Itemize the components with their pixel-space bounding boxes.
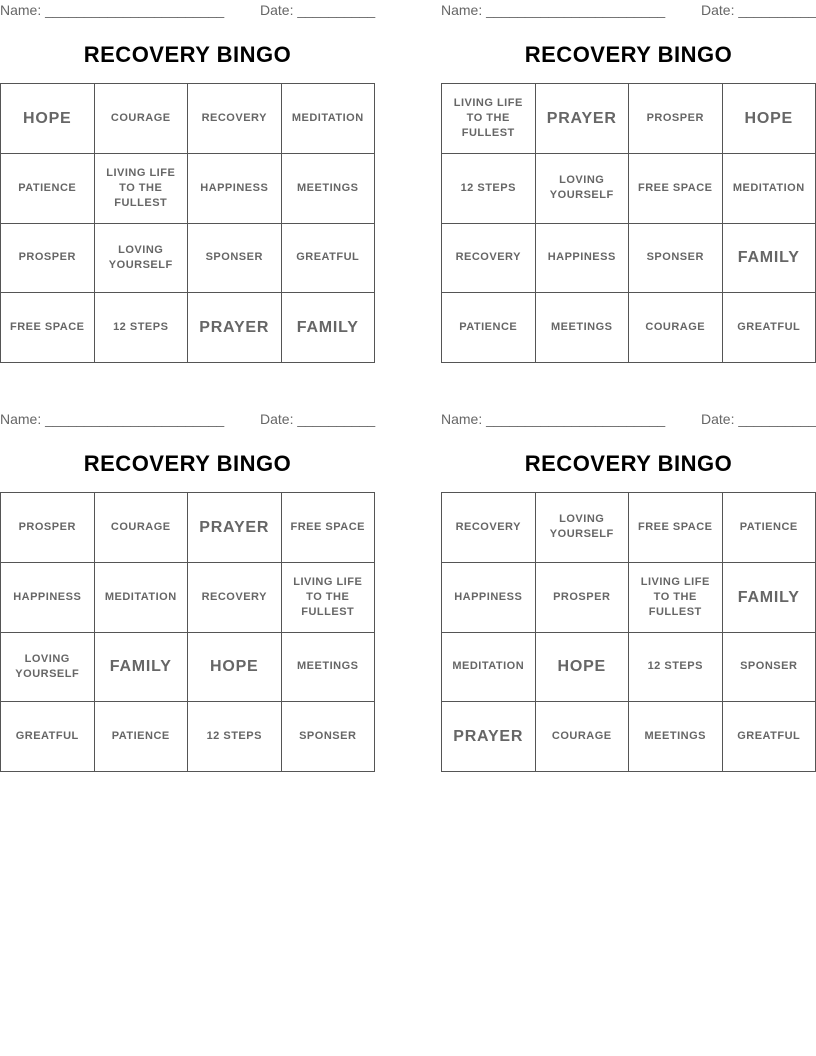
bingo-cell[interactable]: COURAGE <box>629 293 723 363</box>
bingo-cell[interactable]: HOPE <box>1 84 95 154</box>
bingo-cell[interactable]: HAPPINESS <box>535 223 629 293</box>
bingo-cell[interactable]: RECOVERY <box>188 562 282 632</box>
bingo-cell[interactable]: HAPPINESS <box>442 562 536 632</box>
grid-row <box>1 293 375 363</box>
bingo-cell[interactable]: FAMILY <box>722 562 816 632</box>
date-field-label[interactable]: Date: __________ <box>701 2 816 18</box>
bingo-cell[interactable]: FAMILY <box>94 632 188 702</box>
grid-row <box>442 632 816 702</box>
bingo-cell[interactable]: LOVING YOURSELF <box>535 153 629 223</box>
bingo-grid <box>441 83 816 363</box>
bingo-cell[interactable]: MEETINGS <box>281 632 375 702</box>
bingo-cell[interactable]: SPONSER <box>722 632 816 702</box>
bingo-cell[interactable]: RECOVERY <box>442 493 536 563</box>
bingo-cell[interactable]: HOPE <box>188 632 282 702</box>
grid-row <box>1 632 375 702</box>
bingo-cell[interactable]: 12 STEPS <box>442 153 536 223</box>
grid-row <box>1 223 375 293</box>
bingo-cell[interactable]: MEDITATION <box>94 562 188 632</box>
bingo-cell[interactable]: GREATFUL <box>722 293 816 363</box>
grid-row <box>442 84 816 154</box>
date-field-label[interactable]: Date: __________ <box>260 411 376 427</box>
bingo-cell[interactable]: MEETINGS <box>281 153 375 223</box>
bingo-cell[interactable]: LIVING LIFE TO THE FULLEST <box>94 153 188 223</box>
bingo-cell[interactable]: PROSPER <box>1 493 95 563</box>
bingo-cell[interactable]: HAPPINESS <box>188 153 282 223</box>
bingo-cell[interactable]: FREE SPACE <box>281 493 375 563</box>
grid-row <box>442 223 816 293</box>
card-title: RECOVERY BINGO <box>524 451 733 476</box>
bingo-cell[interactable]: PATIENCE <box>442 293 536 363</box>
bingo-cell[interactable]: MEETINGS <box>535 293 629 363</box>
bingo-cell[interactable]: COURAGE <box>94 493 188 563</box>
card-title: RECOVERY BINGO <box>83 42 292 67</box>
bingo-grid <box>441 492 816 772</box>
bingo-cell[interactable]: PATIENCE <box>722 493 816 563</box>
date-field-label[interactable]: Date: __________ <box>260 2 376 18</box>
bingo-cell[interactable]: RECOVERY <box>188 84 282 154</box>
bingo-cell[interactable]: SPONSER <box>629 223 723 293</box>
bingo-cell[interactable]: FREE SPACE <box>629 153 723 223</box>
bingo-cell[interactable]: PROSPER <box>535 562 629 632</box>
name-field-label[interactable]: Name: _______________________ <box>441 2 666 18</box>
bingo-cell[interactable]: FAMILY <box>722 223 816 293</box>
grid-row <box>442 293 816 363</box>
bingo-cell[interactable]: RECOVERY <box>442 223 536 293</box>
bingo-cell[interactable]: PRAYER <box>188 293 282 363</box>
bingo-cell[interactable]: SPONSER <box>188 223 282 293</box>
card-title: RECOVERY BINGO <box>83 451 292 476</box>
grid-row <box>442 493 816 563</box>
bingo-cell[interactable]: PATIENCE <box>1 153 95 223</box>
bingo-cell[interactable]: MEETINGS <box>629 702 723 772</box>
bingo-cell[interactable]: HOPE <box>535 632 629 702</box>
bingo-cell[interactable]: SPONSER <box>281 702 375 772</box>
grid-row <box>1 562 375 632</box>
name-field-label[interactable]: Name: _______________________ <box>0 411 225 427</box>
bingo-cell[interactable]: PRAYER <box>188 493 282 563</box>
bingo-cell[interactable]: LIVING LIFE TO THE FULLEST <box>442 84 536 154</box>
bingo-cell[interactable]: GREATFUL <box>1 702 95 772</box>
bingo-cell[interactable]: 12 STEPS <box>629 632 723 702</box>
grid-row <box>442 153 816 223</box>
date-field-label[interactable]: Date: __________ <box>701 411 816 427</box>
name-field-label[interactable]: Name: _______________________ <box>0 2 225 18</box>
bingo-cell[interactable]: LIVING LIFE TO THE FULLEST <box>629 562 723 632</box>
bingo-cell[interactable]: MEDITATION <box>442 632 536 702</box>
bingo-cell[interactable]: PRAYER <box>535 84 629 154</box>
grid-row <box>1 84 375 154</box>
bingo-cell[interactable]: GREATFUL <box>722 702 816 772</box>
grid-row <box>1 702 375 772</box>
bingo-cell[interactable]: FREE SPACE <box>629 493 723 563</box>
bingo-cell[interactable]: GREATFUL <box>281 223 375 293</box>
bingo-cell[interactable]: LIVING LIFE TO THE FULLEST <box>281 562 375 632</box>
bingo-cell[interactable]: COURAGE <box>94 84 188 154</box>
bingo-cell[interactable]: PROSPER <box>1 223 95 293</box>
grid-row <box>1 153 375 223</box>
bingo-cell[interactable]: PROSPER <box>629 84 723 154</box>
bingo-cell[interactable]: 12 STEPS <box>94 293 188 363</box>
bingo-cell[interactable]: 12 STEPS <box>188 702 282 772</box>
grid-row <box>442 562 816 632</box>
bingo-cell[interactable]: MEDITATION <box>281 84 375 154</box>
grid-row <box>1 493 375 563</box>
bingo-cell[interactable]: COURAGE <box>535 702 629 772</box>
bingo-cell[interactable]: FREE SPACE <box>1 293 95 363</box>
card-title: RECOVERY BINGO <box>524 42 733 67</box>
name-field-label[interactable]: Name: _______________________ <box>441 411 666 427</box>
bingo-cell[interactable]: HAPPINESS <box>1 562 95 632</box>
bingo-cell[interactable]: HOPE <box>722 84 816 154</box>
bingo-grid <box>0 492 375 772</box>
bingo-cell[interactable]: FAMILY <box>281 293 375 363</box>
bingo-cell[interactable]: PATIENCE <box>94 702 188 772</box>
bingo-grid <box>0 83 375 363</box>
bingo-cell[interactable]: LOVING YOURSELF <box>94 223 188 293</box>
grid-row <box>442 702 816 772</box>
bingo-cell[interactable]: LOVING YOURSELF <box>1 632 95 702</box>
bingo-cell[interactable]: PRAYER <box>442 702 536 772</box>
bingo-cell[interactable]: MEDITATION <box>722 153 816 223</box>
bingo-cell[interactable]: LOVING YOURSELF <box>535 493 629 563</box>
